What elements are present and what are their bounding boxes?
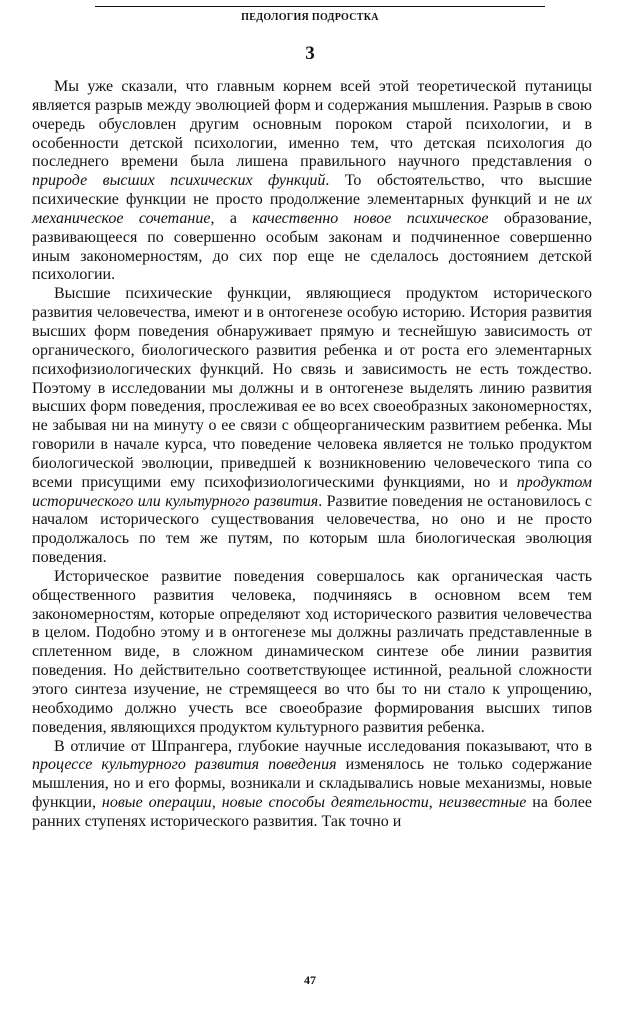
text-run: Мы уже сказали, что главным корнем всей этой теоретической путаницы является разрыв между эволюцией форм и содержания мышления. Разрыв в свою очередь обусловлен другим основным пороком старой психологии, и в особенности детской психологии, именно тем, что детская психология до последнего времени была лишена правильного научного представления о xyxy=(32,78,592,171)
running-title: ПЕДОЛОГИЯ ПОДРОСТКА xyxy=(241,12,379,23)
italic-run: качественно новое психическое xyxy=(252,209,489,227)
italic-run: процессе культурного развития поведения xyxy=(32,756,337,774)
paragraph xyxy=(32,285,592,568)
italic-run: продуктом исторического или культурного развития xyxy=(32,473,592,510)
text-run: на более ранних ступенях исторического развития. Так точно и xyxy=(32,794,592,830)
italic-run: природе высших психических функций xyxy=(32,172,326,190)
text-run: . Развитие поведения не остановилось с началом исторического существования человечества, но оно и не просто продолжалось по тем же путям, по которым шла биологическая эволюция поведения. xyxy=(32,492,593,567)
paragraph xyxy=(32,78,592,285)
paragraph xyxy=(32,568,592,738)
body-text xyxy=(32,78,592,832)
italic-run: новые операции, новые способы деятельности, неизвестные xyxy=(101,794,527,812)
page-number: 47 xyxy=(304,973,316,987)
text-run: . То обстоятельство, что высшие психические функции не просто продолжение элементарных функций и не xyxy=(32,172,593,209)
text-run: , а xyxy=(210,209,253,227)
section-number: 3 xyxy=(305,43,315,64)
italic-run: их механическое сочетание xyxy=(32,191,592,227)
text-run: изменялось не только содержание мышления, но и его формы, возникали и складывались новые механизмы, новые функции, xyxy=(32,756,593,812)
text-run: Историческое развитие поведения совершалось как органическая часть общественного развития человека, подчиняясь в основном всем тем закономерностям, которые определяют ход исторического развития человечества в целом. Подобно этому и в онтогенезе мы должны различать представленные в сплетенном виде, в сложном динамическом синтезе обе линии развития поведения. Но действительно соответствующее истинной, реальной сложности этого синтеза изучение, не стремящееся во что бы то ни стало к упрощению, необходимо должно учесть все своеобразие формирования высших типов поведения, являющихся продуктом культурного развития ребенка. xyxy=(32,567,592,736)
text-run: В отличие от Шпрангера, глубокие научные исследования показывают, что в xyxy=(54,737,592,755)
header-rule xyxy=(95,6,545,7)
text-run: образование, развивающееся по совершенно особым законам и подчиненное совершенно иным закономерностям, до сих пор еще не сделалось достоянием детской психологии. xyxy=(32,209,593,284)
text-run: Высшие психические функции, являющиеся продуктом исторического развития человечества, имеют и в онтогенезе особую историю. История развития высших форм поведения обнаруживает прямую и теснейшую зависимость от органического, биологического развития ребенка и от роста его элементарных психофизиологических функций. Но связь и зависимость не есть тождество. Поэтому в исследовании мы должны и в онтогенезе выделять линию развития высших форм поведения, прослеживая ее во всех своеобразных закономерностях, не забывая ни на минуту о ее связи с общеорганическим развитием ребенка. Мы говорили в начале курса, что поведение человека является не только продуктом биологической эволюции, приведшей к возникновению человеческого типа со всеми присущими ему психофизиологическими функциями, но и xyxy=(32,285,592,491)
paragraph xyxy=(32,738,592,832)
